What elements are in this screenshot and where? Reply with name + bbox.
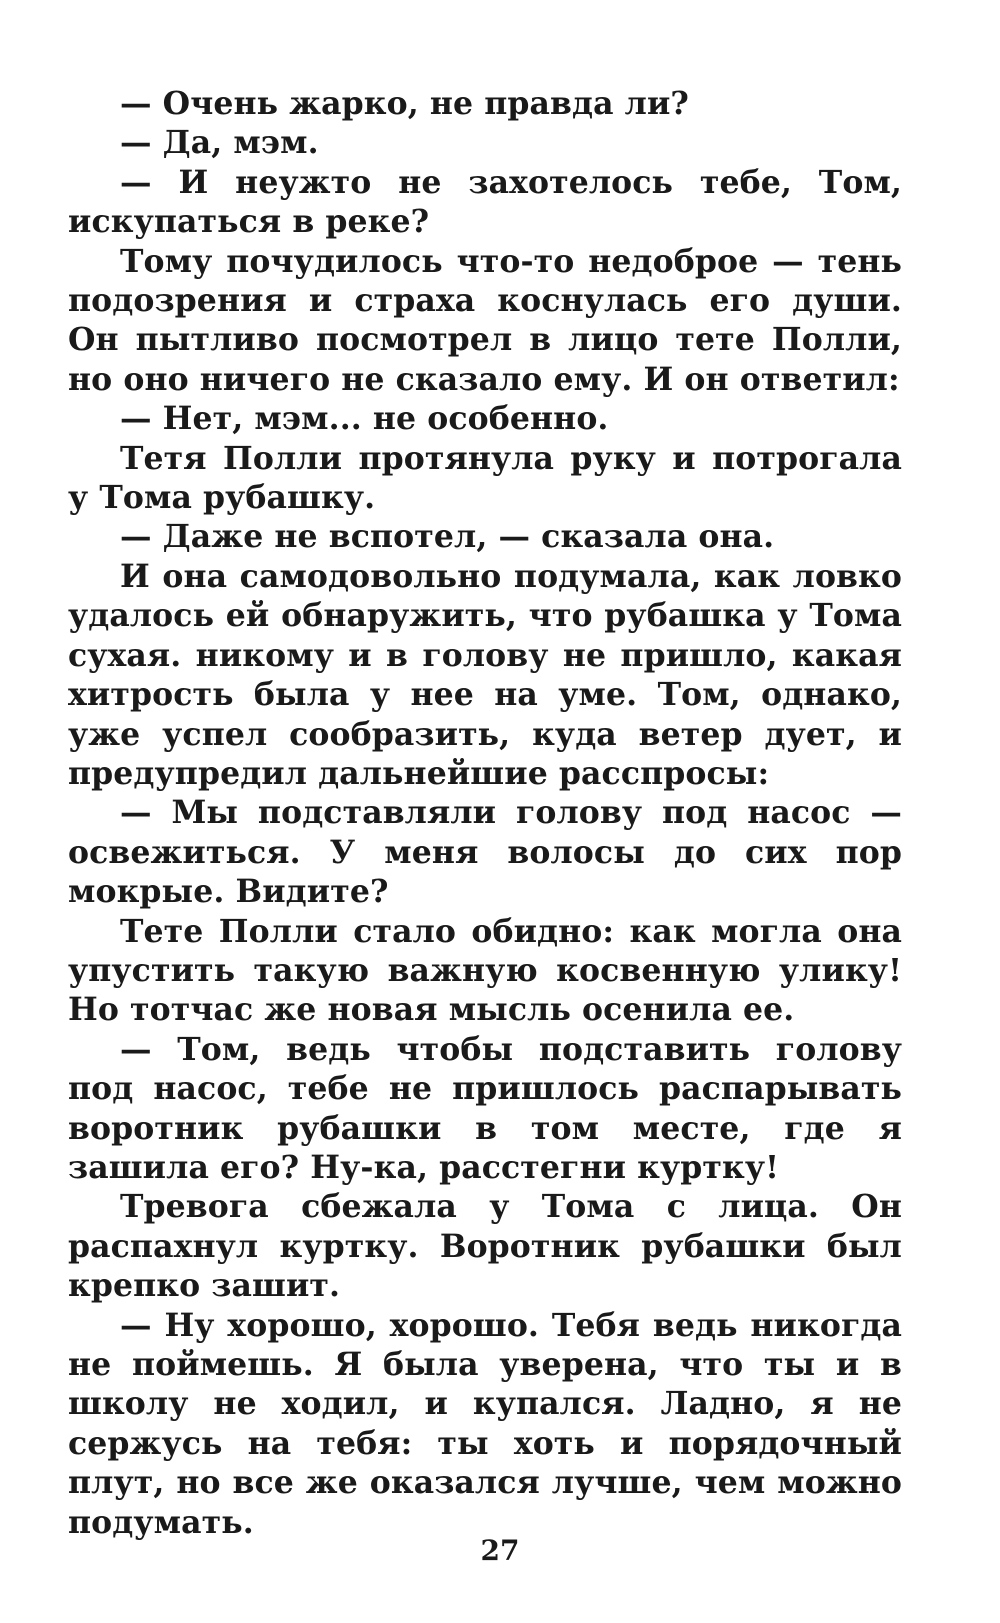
paragraph: — Мы подставляли голову под насос — освежиться. У меня волосы до сих пор мокрые. Видите? bbox=[68, 794, 902, 911]
page-text bbox=[68, 84, 902, 1542]
paragraph: — Том, ведь чтобы подставить голову под насос, тебе не пришлось распарывать воротник рубашки в том месте, где я зашила его? Ну-ка, расстегни куртку! bbox=[68, 1030, 902, 1186]
paragraph: — И неужто не захотелось тебе, Том, искупаться в реке? bbox=[68, 163, 902, 241]
paragraph: — Даже не вспотел, — сказала она. bbox=[120, 518, 775, 556]
paragraph: И она самодовольно подумала, как ловко удалось ей обнаружить, что рубашка у Тома сухая. никому и в голову не пришло, какая хитрость была у нее на уме. Том, однако, уже успел сообразить, куда ветер дует, и предупредил дальнейшие расспросы: bbox=[68, 557, 902, 792]
page-number: 27 bbox=[480, 1534, 520, 1567]
paragraph: — Ну хорошо, хорошо. Тебя ведь никогда не поймешь. Я была уверена, что ты и в школу не ходил, и купался. Ладно, я не сержусь на тебя: ты хоть и порядочный плут, но все же оказался лучше, чем можно подумать. bbox=[68, 1306, 902, 1541]
paragraph: Тете Полли стало обидно: как могла она упустить такую важную косвенную улику! Но тотчас же новая мысль осенила ее. bbox=[68, 912, 902, 1029]
paragraph: — Нет, мэм... не особенно. bbox=[120, 400, 609, 438]
paragraph: — Очень жарко, не правда ли? bbox=[120, 85, 689, 122]
paragraph: — Да, мэм. bbox=[120, 124, 319, 162]
paragraph: Тревога сбежала у Тома с лица. Он распахнул куртку. Воротник рубашки был крепко зашит. bbox=[68, 1188, 902, 1305]
paragraph: Тому почудилось что-то недоброе — тень подозрения и страха коснулась его души. Он пытливо посмотрел в лицо тете Полли, но оно ничего не сказало ему. И он ответил: bbox=[68, 242, 902, 398]
paragraph: Тетя Полли протянула руку и потрогала у Тома рубашку. bbox=[68, 439, 902, 517]
